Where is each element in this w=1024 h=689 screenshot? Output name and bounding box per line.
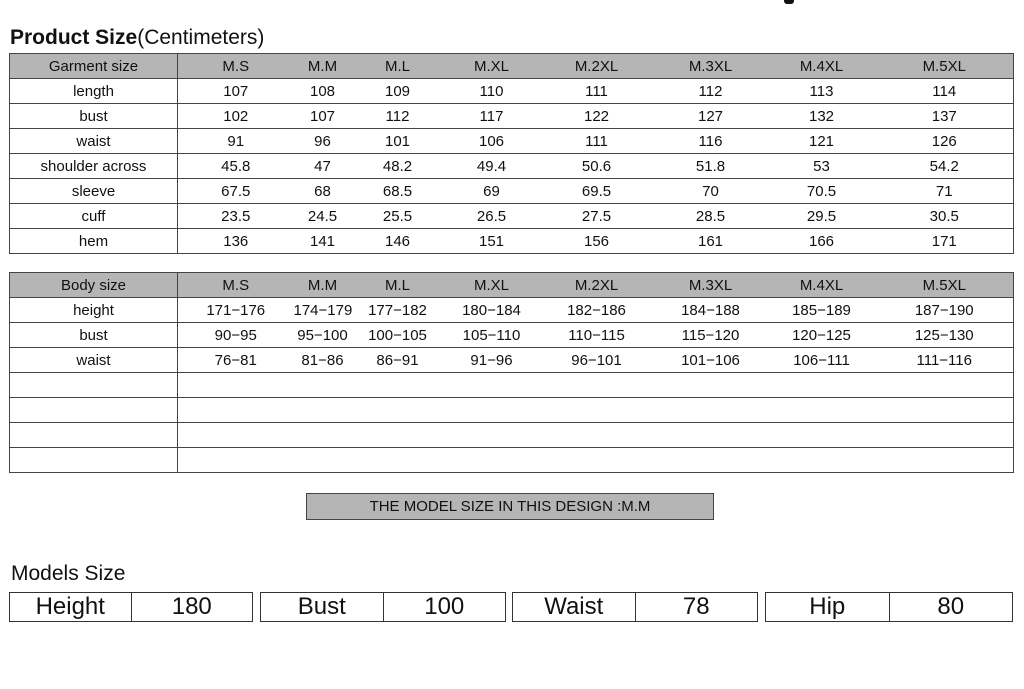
model-measure-value: 78 bbox=[682, 593, 710, 620]
value-cell: 185−189 bbox=[768, 298, 876, 323]
row-label-cell: shoulder across bbox=[10, 154, 178, 179]
table-header-row bbox=[10, 273, 1014, 298]
title-unit: (Centimeters) bbox=[137, 26, 265, 49]
value-cell: 24.5 bbox=[294, 204, 352, 229]
size-header-cell: M.3XL bbox=[654, 273, 768, 298]
value-cell: 107 bbox=[178, 79, 294, 104]
model-measure-label: Bust bbox=[261, 593, 384, 621]
value-cell: 95−100 bbox=[294, 323, 352, 348]
value-cell: 184−188 bbox=[654, 298, 768, 323]
value-cell: 105−110 bbox=[444, 323, 540, 348]
value-cell: 102 bbox=[178, 104, 294, 129]
value-cell: 171 bbox=[876, 229, 1014, 254]
value-cell: 51.8 bbox=[654, 154, 768, 179]
size-header-cell: M.S bbox=[178, 54, 294, 79]
header-label-cell: Garment size bbox=[10, 54, 178, 79]
top-edge-mark bbox=[784, 0, 794, 4]
table-row bbox=[10, 448, 1014, 473]
value-cell: 96 bbox=[294, 129, 352, 154]
value-cell: 113 bbox=[768, 79, 876, 104]
table-row bbox=[10, 423, 1014, 448]
models-size-heading: Models Size bbox=[11, 562, 126, 585]
value-cell: 30.5 bbox=[876, 204, 1014, 229]
garment-size-table bbox=[9, 53, 1014, 254]
row-label-cell: hem bbox=[10, 229, 178, 254]
model-measure-label: Hip bbox=[766, 593, 890, 621]
value-cell: 125−130 bbox=[876, 323, 1014, 348]
value-cell: 54.2 bbox=[876, 154, 1014, 179]
title-main: Product Size bbox=[10, 26, 138, 49]
size-header-cell: M.2XL bbox=[540, 54, 654, 79]
value-cell: 108 bbox=[294, 79, 352, 104]
value-cell: 48.2 bbox=[352, 154, 444, 179]
value-cell: 81−86 bbox=[294, 348, 352, 373]
value-cell: 115−120 bbox=[654, 323, 768, 348]
table-row bbox=[10, 373, 1014, 398]
value-cell: 106 bbox=[444, 129, 540, 154]
value-cell: 182−186 bbox=[540, 298, 654, 323]
value-cell: 141 bbox=[294, 229, 352, 254]
value-cell: 187−190 bbox=[876, 298, 1014, 323]
value-cell: 45.8 bbox=[178, 154, 294, 179]
size-header-cell: M.2XL bbox=[540, 273, 654, 298]
value-cell: 68.5 bbox=[352, 179, 444, 204]
row-label-cell bbox=[10, 448, 178, 473]
value-cell: 111−116 bbox=[876, 348, 1014, 373]
value-cell: 90−95 bbox=[178, 323, 294, 348]
size-header-cell: M.5XL bbox=[876, 273, 1014, 298]
model-measure-label: Height bbox=[10, 593, 132, 621]
empty-value-cell bbox=[178, 423, 1014, 448]
size-header-cell: M.M bbox=[294, 54, 352, 79]
value-cell: 23.5 bbox=[178, 204, 294, 229]
value-cell: 47 bbox=[294, 154, 352, 179]
value-cell: 71 bbox=[876, 179, 1014, 204]
value-cell: 70 bbox=[654, 179, 768, 204]
value-cell: 96−101 bbox=[540, 348, 654, 373]
body-size-table bbox=[9, 272, 1014, 473]
table-header-row bbox=[10, 54, 1014, 79]
value-cell: 76−81 bbox=[178, 348, 294, 373]
value-cell: 100−105 bbox=[352, 323, 444, 348]
value-cell: 86−91 bbox=[352, 348, 444, 373]
empty-value-cell bbox=[178, 398, 1014, 423]
table-row bbox=[10, 179, 1014, 204]
value-cell: 126 bbox=[876, 129, 1014, 154]
table-row bbox=[10, 298, 1014, 323]
value-cell: 69.5 bbox=[540, 179, 654, 204]
value-cell: 161 bbox=[654, 229, 768, 254]
value-cell: 180−184 bbox=[444, 298, 540, 323]
row-label-cell: waist bbox=[10, 129, 178, 154]
value-cell: 25.5 bbox=[352, 204, 444, 229]
table-row bbox=[10, 154, 1014, 179]
size-header-cell: M.XL bbox=[444, 54, 540, 79]
value-cell: 110 bbox=[444, 79, 540, 104]
model-measure-value: 80 bbox=[937, 593, 965, 620]
table-row bbox=[10, 129, 1014, 154]
value-cell: 116 bbox=[654, 129, 768, 154]
table-row bbox=[10, 79, 1014, 104]
value-cell: 109 bbox=[352, 79, 444, 104]
value-cell: 49.4 bbox=[444, 154, 540, 179]
row-label-cell bbox=[10, 398, 178, 423]
value-cell: 101 bbox=[352, 129, 444, 154]
model-waist-box bbox=[512, 592, 758, 622]
value-cell: 29.5 bbox=[768, 204, 876, 229]
value-cell: 111 bbox=[540, 129, 654, 154]
model-measure-label: Waist bbox=[513, 593, 636, 621]
row-label-cell: waist bbox=[10, 348, 178, 373]
row-label-cell bbox=[10, 423, 178, 448]
value-cell: 53 bbox=[768, 154, 876, 179]
value-cell: 136 bbox=[178, 229, 294, 254]
value-cell: 177−182 bbox=[352, 298, 444, 323]
value-cell: 91−96 bbox=[444, 348, 540, 373]
value-cell: 137 bbox=[876, 104, 1014, 129]
value-cell: 67.5 bbox=[178, 179, 294, 204]
value-cell: 28.5 bbox=[654, 204, 768, 229]
model-measure-value: 100 bbox=[424, 593, 465, 620]
value-cell: 114 bbox=[876, 79, 1014, 104]
value-cell: 106−111 bbox=[768, 348, 876, 373]
value-cell: 112 bbox=[352, 104, 444, 129]
value-cell: 91 bbox=[178, 129, 294, 154]
value-cell: 166 bbox=[768, 229, 876, 254]
value-cell: 68 bbox=[294, 179, 352, 204]
value-cell: 127 bbox=[654, 104, 768, 129]
empty-value-cell bbox=[178, 373, 1014, 398]
size-header-cell: M.4XL bbox=[768, 54, 876, 79]
row-label-cell: cuff bbox=[10, 204, 178, 229]
empty-value-cell bbox=[178, 448, 1014, 473]
value-cell: 70.5 bbox=[768, 179, 876, 204]
header-label-cell: Body size bbox=[10, 273, 178, 298]
value-cell: 117 bbox=[444, 104, 540, 129]
value-cell: 174−179 bbox=[294, 298, 352, 323]
table-row bbox=[10, 323, 1014, 348]
row-label-cell: length bbox=[10, 79, 178, 104]
value-cell: 50.6 bbox=[540, 154, 654, 179]
model-height-box bbox=[9, 592, 253, 622]
row-label-cell: height bbox=[10, 298, 178, 323]
value-cell: 110−115 bbox=[540, 323, 654, 348]
model-hip-box bbox=[765, 592, 1013, 622]
value-cell: 156 bbox=[540, 229, 654, 254]
size-header-cell: M.S bbox=[178, 273, 294, 298]
value-cell: 171−176 bbox=[178, 298, 294, 323]
size-header-cell: M.L bbox=[352, 273, 444, 298]
row-label-cell: sleeve bbox=[10, 179, 178, 204]
value-cell: 121 bbox=[768, 129, 876, 154]
value-cell: 120−125 bbox=[768, 323, 876, 348]
value-cell: 122 bbox=[540, 104, 654, 129]
row-label-cell: bust bbox=[10, 323, 178, 348]
value-cell: 151 bbox=[444, 229, 540, 254]
row-label-cell: bust bbox=[10, 104, 178, 129]
size-header-cell: M.XL bbox=[444, 273, 540, 298]
value-cell: 26.5 bbox=[444, 204, 540, 229]
value-cell: 112 bbox=[654, 79, 768, 104]
size-header-cell: M.5XL bbox=[876, 54, 1014, 79]
value-cell: 146 bbox=[352, 229, 444, 254]
table-row bbox=[10, 348, 1014, 373]
size-header-cell: M.M bbox=[294, 273, 352, 298]
table-row bbox=[10, 229, 1014, 254]
model-size-banner: THE MODEL SIZE IN THIS DESIGN :M.M bbox=[306, 493, 714, 520]
table-row bbox=[10, 398, 1014, 423]
value-cell: 107 bbox=[294, 104, 352, 129]
value-cell: 111 bbox=[540, 79, 654, 104]
value-cell: 27.5 bbox=[540, 204, 654, 229]
table-row bbox=[10, 204, 1014, 229]
model-measure-value: 180 bbox=[171, 593, 212, 620]
size-header-cell: M.L bbox=[352, 54, 444, 79]
value-cell: 132 bbox=[768, 104, 876, 129]
model-bust-box bbox=[260, 592, 506, 622]
value-cell: 69 bbox=[444, 179, 540, 204]
value-cell: 101−106 bbox=[654, 348, 768, 373]
row-label-cell bbox=[10, 373, 178, 398]
size-header-cell: M.3XL bbox=[654, 54, 768, 79]
page-title bbox=[10, 26, 264, 50]
size-header-cell: M.4XL bbox=[768, 273, 876, 298]
table-row bbox=[10, 104, 1014, 129]
